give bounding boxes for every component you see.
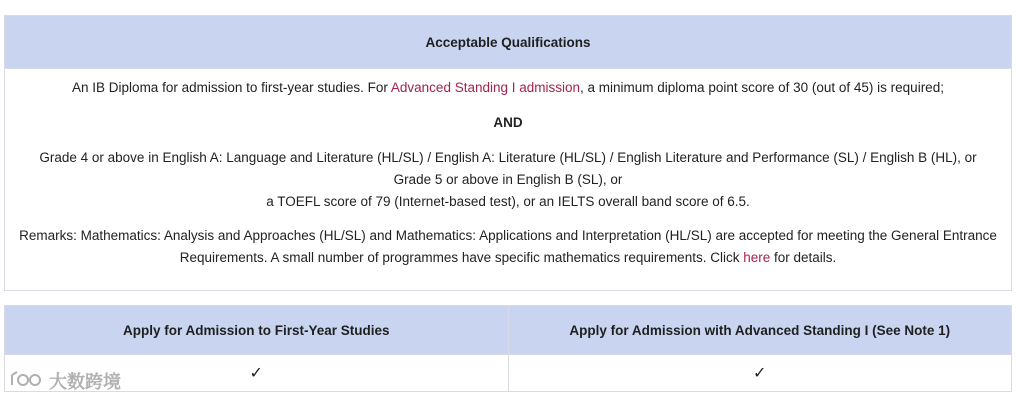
header-first-year: Apply for Admission to First-Year Studies bbox=[5, 306, 508, 355]
checkmark-icon: ✓ bbox=[249, 365, 263, 382]
english-line-1: Grade 4 or above in English A: Language and Literature (HL/SL) / English A: Literature (HL/SL) / English Literature and Performance (SL) / English B (HL), or bbox=[39, 150, 977, 165]
header-advanced-standing: Apply for Admission with Advanced Standing I (See Note 1) bbox=[508, 306, 1012, 355]
and-separator: AND bbox=[493, 115, 523, 130]
qualifications-title: Acceptable Qualifications bbox=[425, 34, 591, 50]
watermark-text: 大数跨境 bbox=[49, 372, 121, 393]
remarks bbox=[5, 225, 1011, 269]
remarks-line-1: Remarks: Mathematics: Analysis and Approaches (HL/SL) and Mathematics: Applications and Interpretation (HL/SL) are accepted for meeting the General Entrance bbox=[19, 228, 997, 243]
table-header-row bbox=[5, 306, 1011, 355]
table-row bbox=[5, 355, 1011, 391]
qualifications-card bbox=[4, 15, 1012, 291]
ib-diploma-paragraph: An IB Diploma for admission to first-year studies. For Advanced Standing I admission, a minimum diploma point score of 30 (out of 45) is required; bbox=[72, 80, 944, 95]
checkmark-icon: ✓ bbox=[508, 355, 1012, 391]
qualifications-content bbox=[5, 77, 1011, 269]
remarks-line-2: Requirements. A small number of programmes have specific mathematics requirements. Click here for details. bbox=[179, 250, 837, 265]
advanced-standing-link[interactable]: Advanced Standing I admission bbox=[390, 80, 581, 95]
apply-table bbox=[4, 305, 1012, 392]
details-link[interactable]: here bbox=[743, 250, 771, 265]
qualifications-header bbox=[5, 16, 1011, 69]
english-line-2: Grade 5 or above in English B (SL), or bbox=[393, 172, 623, 187]
english-requirements bbox=[5, 147, 1011, 213]
english-line-3: a TOEFL score of 79 (Internet-based test), or an IELTS overall band score of 6.5. bbox=[266, 194, 750, 209]
